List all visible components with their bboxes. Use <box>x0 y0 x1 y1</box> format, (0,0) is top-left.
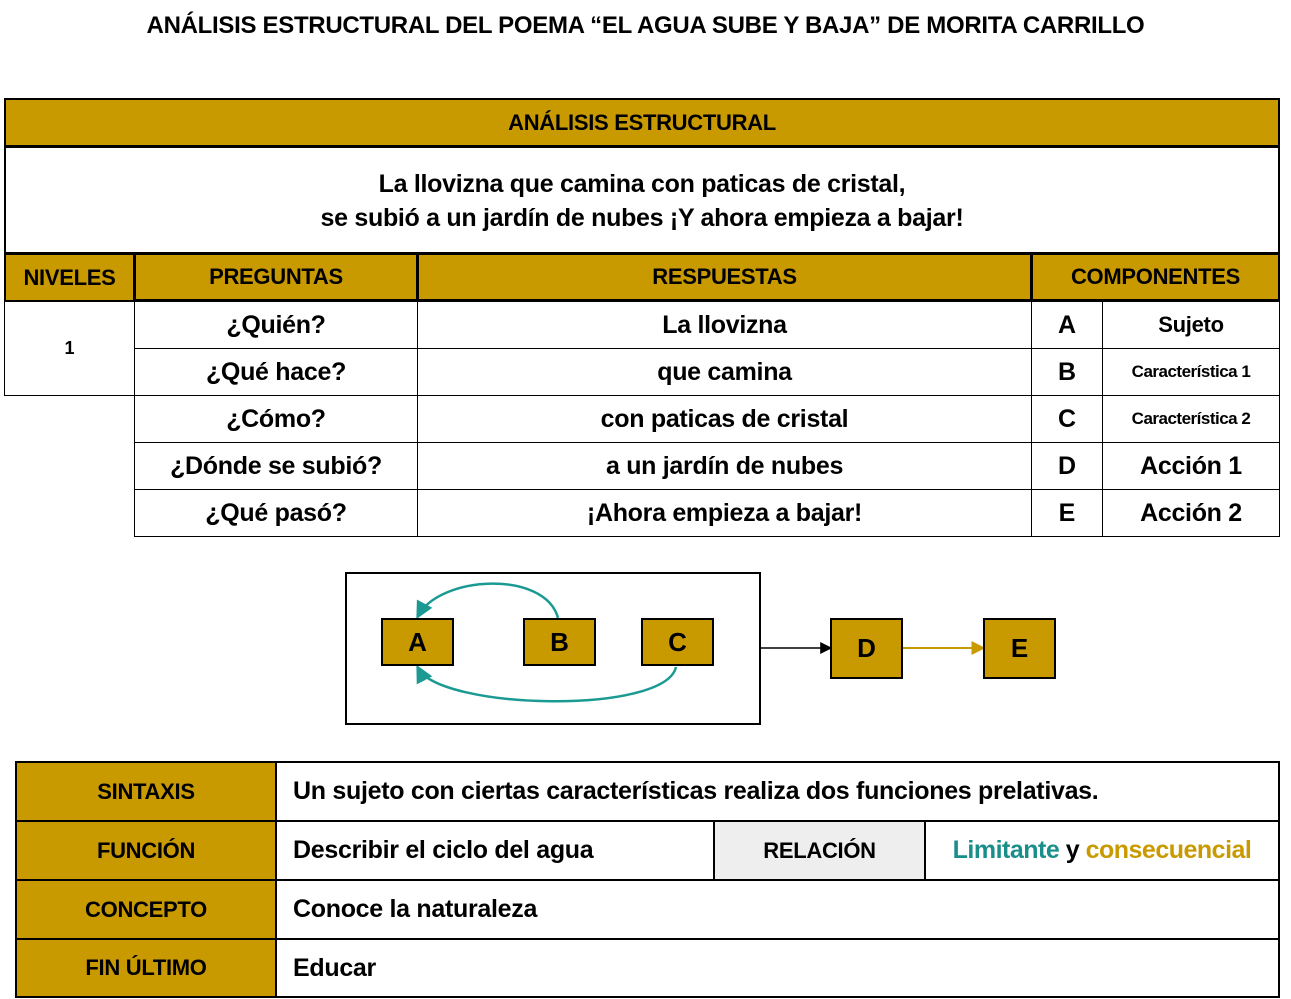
component-name: Característica 2 <box>1102 395 1280 443</box>
poem-line-2: se subió a un jardín de nubes ¡Y ahora empieza a bajar! <box>320 204 964 232</box>
question-cell: ¿Dónde se subió? <box>134 442 418 490</box>
concepto-label: CONCEPTO <box>15 879 277 940</box>
poem-line-1: La llovizna que camina con paticas de cristal, <box>378 170 906 198</box>
level-cell: 1 <box>4 301 135 396</box>
col-header-componentes: COMPONENTES <box>1031 253 1280 302</box>
question-cell: ¿Qué hace? <box>134 348 418 396</box>
component-name: Característica 1 <box>1102 348 1280 396</box>
answer-cell: ¡Ahora empieza a bajar! <box>417 489 1032 537</box>
question-cell: ¿Quién? <box>134 301 418 349</box>
question-cell: ¿Cómo? <box>134 395 418 443</box>
component-letter: B <box>1031 348 1103 396</box>
fin-value: Educar <box>275 938 1280 998</box>
component-name: Sujeto <box>1102 301 1280 349</box>
answer-cell: a un jardín de nubes <box>417 442 1032 490</box>
answer-cell: con paticas de cristal <box>417 395 1032 443</box>
funcion-label: FUNCIÓN <box>15 820 277 881</box>
component-name: Acción 2 <box>1102 489 1280 537</box>
component-letter: E <box>1031 489 1103 537</box>
question-cell: ¿Qué pasó? <box>134 489 418 537</box>
answer-cell: La llovizna <box>417 301 1032 349</box>
relacion-limitante: Limitante <box>952 836 1060 864</box>
relacion-y: y <box>1065 836 1080 864</box>
node-c: C <box>641 618 714 666</box>
node-b: B <box>523 618 596 666</box>
arrow-b-to-a <box>418 584 558 618</box>
arrow-c-to-a <box>418 667 676 701</box>
page-title: ANÁLISIS ESTRUCTURAL DEL POEMA “EL AGUA SUBE Y BAJA” DE MORITA CARRILLO <box>146 12 1145 39</box>
sintaxis-value: Un sujeto con ciertas características realiza dos funciones prelativas. <box>275 761 1280 822</box>
component-name: Acción 1 <box>1102 442 1280 490</box>
funcion-value: Describir el ciclo del agua <box>275 820 715 881</box>
answer-cell: que camina <box>417 348 1032 396</box>
node-a: A <box>381 618 454 666</box>
node-d: D <box>830 618 903 679</box>
sintaxis-label: SINTAXIS <box>15 761 277 822</box>
col-header-niveles: NIVELES <box>4 253 135 302</box>
relacion-label: RELACIÓN <box>713 820 926 881</box>
relacion-value <box>924 820 1280 881</box>
component-letter: C <box>1031 395 1103 443</box>
concepto-value: Conoce la naturaleza <box>275 879 1280 940</box>
fin-label: FIN ÚLTIMO <box>15 938 277 998</box>
table-header: ANÁLISIS ESTRUCTURAL <box>4 98 1280 147</box>
node-e: E <box>983 618 1056 679</box>
component-letter: D <box>1031 442 1103 490</box>
component-letter: A <box>1031 301 1103 349</box>
col-header-preguntas: PREGUNTAS <box>134 253 418 302</box>
col-header-respuestas: RESPUESTAS <box>417 253 1032 302</box>
relacion-consecuencial: consecuencial <box>1085 836 1252 864</box>
